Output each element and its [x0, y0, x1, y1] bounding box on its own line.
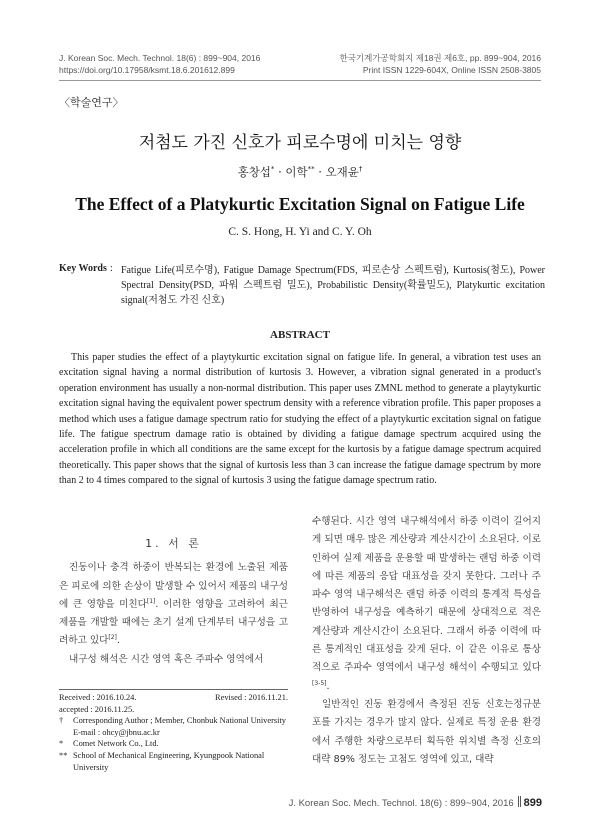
- author-1-mark: *: [270, 165, 275, 174]
- text-run: .: [326, 680, 330, 692]
- text-run: .: [116, 635, 120, 647]
- author-separator: ·: [314, 165, 326, 179]
- intro-paragraph-1: [59, 559, 288, 650]
- citation-ref: [2]: [108, 634, 117, 642]
- footnote-text: Corresponding Author ; Member, Chonbuk National University: [73, 716, 286, 726]
- received-date: Received : 2016.10.24.: [59, 693, 137, 702]
- footer-citation: J. Korean Soc. Mech. Technol. 18(6) : 899~904, 2016: [288, 798, 514, 809]
- article-type-tag: 〈학술연구〉: [59, 96, 124, 109]
- text-run: 진동이나 충격 하중이 반복되는 환경에 노출된 제품은 피로에 의한 손상이 발생할 수 있어서 제품의 내구성에 큰 영향을 미친다: [59, 562, 288, 610]
- footnotes: [59, 692, 288, 773]
- affiliation-1-note: [59, 738, 288, 750]
- running-header-right: [339, 52, 541, 76]
- keywords-label: Key Words: [59, 263, 107, 274]
- running-header-left: [59, 52, 260, 76]
- keywords-text: Fatigue Life(피로수명), Fatigue Damage Spectrum(FDS, 피로손상 스펙트럼), Kurtosis(첨도), Power Spectral Density(PSD, 파워 스펙트럼 밀도), Probabilistic Density(확률밀도), Platykurtic excitation signal(저첨도 가진 신호): [121, 265, 545, 306]
- authors-korean: [0, 164, 600, 180]
- authors-english: C. S. Hong, H. Yi and C. Y. Oh: [228, 226, 372, 238]
- abstract-body: This paper studies the effect of a playtykurtic excitation signal on fatigue life. In general, a vibration test uses an excitation signal having a normal distribution of kurtosis 3. However, a vibration signal generated in a product's operation environment has usually a non-normal distribution. This paper uses ZMNL method to generate a playtykurtic excitation signal having the equivalent power spectrum density with a reference vibration profile. This paper proposes a method which uses a fatigue damage spectrum ratio for studying the effect of a playtykurtic excitation signal on fatigue life. The fatigue spectrum damage ratio is obtained by dividing a fatigue damage spectrum acquired using the acceleration profile in which all conditions are the same except for the kurtosis by a fatigue damage spectrum acquired theoretically. This paper shows that the signal of kurtosis less than 3 can increase the fatigue damage spectrum by more than 2 to 4 times compared to the signal of kurtosis 3 using the fatigue damage spectrum ratio.: [59, 352, 541, 487]
- email-line: E-mail : ohcy@jbnu.ac.kr: [73, 727, 160, 737]
- header-rule: [59, 80, 541, 81]
- citation-ref: [1]: [146, 597, 156, 605]
- abstract-heading: ABSTRACT: [270, 329, 330, 341]
- journal-citation-korean: 한국기계가공학회지 제18권 제6호, pp. 899~904, 2016: [339, 53, 541, 63]
- author-3: 오재윤: [325, 165, 359, 179]
- issn: Print ISSN 1229-604X, Online ISSN 2508-3805: [362, 65, 541, 75]
- left-column: [59, 535, 288, 669]
- author-2-mark: **: [307, 165, 315, 174]
- citation-ref: [3-5]: [312, 679, 327, 687]
- author-3-mark: †: [358, 165, 363, 174]
- text-run: . 이러한 영향을 고려하여 최근 제품을 개발할 때에는 초기 설계 단계부터 내구성을 고려하고 있다: [59, 598, 288, 647]
- dagger-mark: †: [59, 716, 64, 726]
- intro-paragraph-2: 내구성 해석은 시간 영역 혹은 주파수 영역에서: [69, 653, 264, 665]
- footer-divider: [518, 796, 521, 807]
- page-number: 899: [523, 797, 542, 809]
- affiliation-2-note: [59, 750, 288, 773]
- intro-paragraph-2-cont: [312, 513, 541, 696]
- author-2: 이학: [285, 165, 308, 179]
- text-run: 수행된다. 시간 영역 내구해석에서 하중 이력이 길어지게 되면 매우 많은 계산량과 계산시간이 소요된다. 이로 인하여 실제 제품을 운용할 때 발생하는 랜덤 하중 이력에 따른 제품의 응답 대표성을 갖지 못한다. 그러나 주파수 영역 내구해석은 랜덤 하중 이력의 통계적 특성을 반영하여 내구성을 예측하기 때문에 상대적으로 적은 계산량과 계산시간이 소요된다. 그래서 하중 이력에 따른 통계적인 대표성을 갖게 된다. 이 같은 이유로 통상적으로 주파수 영역에서 내구성 해석이 수행되고 있다: [312, 516, 541, 674]
- revised-date: Revised : 2016.11.21.: [215, 693, 288, 702]
- received-revised-row: [59, 692, 288, 704]
- section-heading: 1. 서 론: [145, 537, 202, 550]
- right-column: [312, 513, 541, 769]
- double-star-mark: **: [59, 750, 68, 760]
- page-footer: [289, 796, 542, 809]
- footnote-text: Comet Network Co., Ltd.: [73, 739, 159, 749]
- intro-paragraph-3: 일반적인 진동 환경에서 측정된 진동 신호는정규분포를 가지는 경우가 많지 않다. 실제로 특정 운용 환경에서 주행한 차량으로부터 획득한 위치별 측정 신호의 대략 89% 정도는 고첨도 영역에 있고, 대략: [312, 698, 541, 765]
- keywords-colon: :: [110, 263, 113, 274]
- author-separator: ·: [274, 165, 286, 179]
- corresponding-author-note: [59, 715, 288, 727]
- author-1: 홍창섭: [237, 165, 271, 179]
- title-korean: 저첨도 가진 신호가 피로수명에 미치는 영향: [138, 133, 462, 153]
- accepted-date: accepted : 2016.11.25.: [59, 704, 135, 714]
- footnote-text: School of Mechanical Engineering, Kyungpook National University: [73, 750, 265, 772]
- title-english: The Effect of a Platykurtic Excitation Signal on Fatigue Life: [75, 194, 525, 214]
- journal-citation: J. Korean Soc. Mech. Technol. 18(6) : 899~904, 2016: [59, 53, 261, 63]
- footnote-rule: [59, 689, 288, 690]
- star-mark: *: [59, 739, 64, 749]
- doi: https://doi.org/10.17958/ksmt.18.6.201612.899: [59, 65, 235, 75]
